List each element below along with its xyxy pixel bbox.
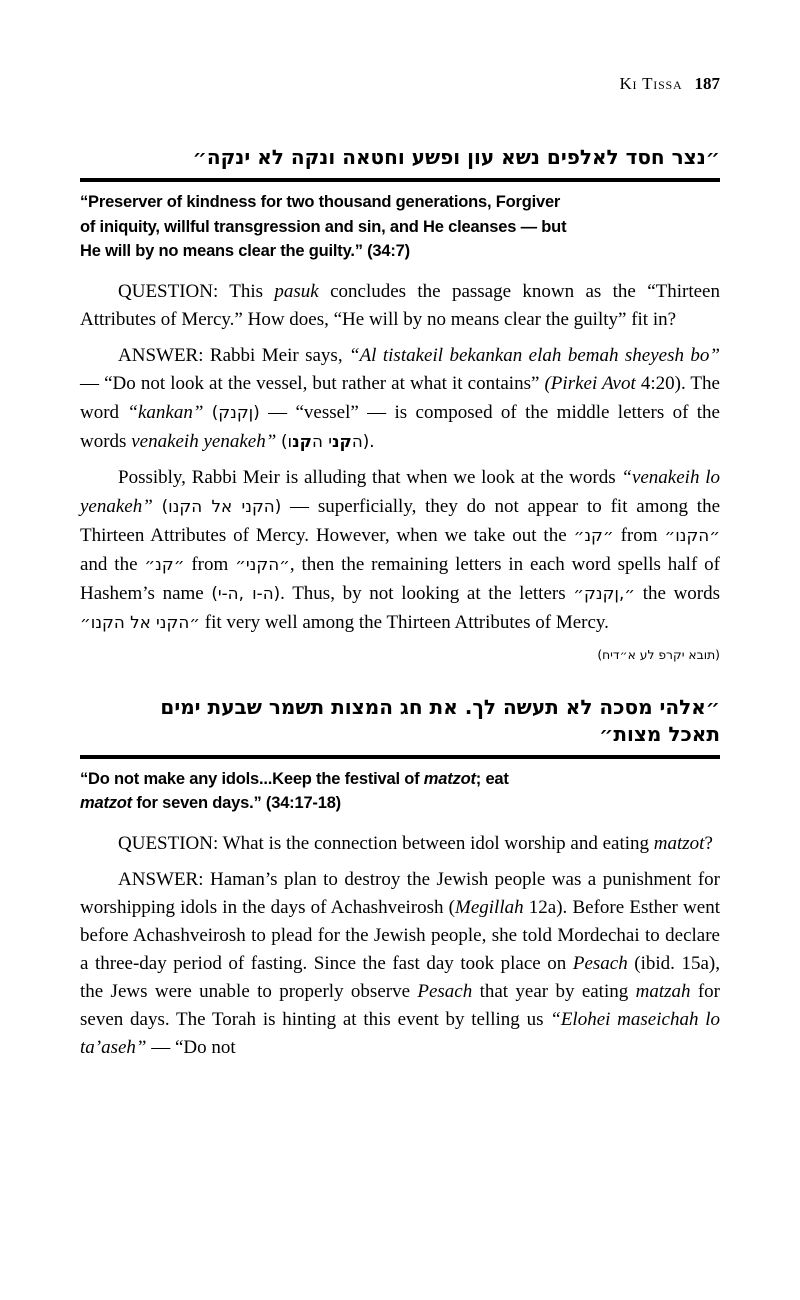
english-heading-line: “Do not make any idols...Keep the festival of matzot; eat	[80, 769, 509, 788]
hebrew-verse-heading-2	[80, 694, 720, 748]
hebrew-heading-line: ״אלהי מסכה לא תעשה לך. את חג המצות תשמר שבעת ימים	[160, 694, 720, 719]
source-attribution: (חיד״א על פרקי אבות)	[597, 647, 720, 662]
answer-paragraph-1: ANSWER: Rabbi Meir says, “Al tistakeil bekankan elah bemah sheyesh bo” — “Do not look at the vessel, but rather at what it contains” (Pirkei Avot 4:20). The word “kankan” (קנקן) — “vessel” — is composed of the middle letters of the words venakeih yenakeh” (ונקה ינקה).	[80, 344, 720, 452]
english-verse-heading-2	[80, 767, 720, 816]
question-paragraph-1: QUESTION: This pasuk concludes the passage known as the “Thirteen Attributes of Mercy.” How does, “He will by no means clear the guilty” fit in?	[80, 280, 720, 330]
discussion-paragraph-1: Possibly, Rabbi Meir is alluding that when we look at the words “venakeih lo yenakeh” (ונקה לא ינקה) — superficially, they do not appear to fit among the Thirteen Attributes of Mercy. However, when we take out the ״נק״ from ״ונקה״ and the ״נק״ from ״ינקה״, then the remaining letters in each word spells half of Hashem’s name (י-ה, ו-ה). Thus, by not looking at the letters ״קנקן,״ the words ״ונקה לא ינקה״ fit very well among the Thirteen Attributes of Mercy.	[80, 466, 721, 633]
hebrew-verse-heading-1: ״נצר חסד לאלפים נשא עון ופשע וחטאה ונקה לא ינקה״	[192, 145, 720, 169]
heading-divider-2	[80, 755, 720, 759]
hebrew-heading-line: תאכל מצות״	[599, 721, 720, 746]
commentary-section-2	[80, 694, 720, 1062]
question-paragraph-2: QUESTION: What is the connection between idol worship and eating matzot?	[118, 832, 713, 854]
heading-divider-1	[80, 178, 720, 182]
answer-paragraph-2: ANSWER: Haman’s plan to destroy the Jewish people was a punishment for worshipping idols in the days of Achashveirosh (Megillah 12a). Before Esther went before Achashveirosh to plead for the Jewish people, she told Mordechai to declare a three-day period of fasting. Since the fast day took place on Pesach (ibid. 15a), the Jews were unable to properly observe Pesach that year by eating matzah for seven days. The Torah is hinting at this event by telling us “Elohei maseichah lo ta’aseh” — “Do not	[80, 868, 721, 1058]
running-header	[80, 74, 720, 94]
english-heading-line: He will by no means clear the guilty.” (34:7)	[80, 242, 410, 260]
english-verse-heading-1	[80, 190, 720, 264]
page-number: 187	[694, 74, 720, 93]
section-title: Ki Tissa	[619, 74, 683, 93]
commentary-section-1	[80, 144, 720, 666]
english-heading-line: “Preserver of kindness for two thousand generations, Forgiver	[80, 193, 561, 211]
english-heading-line: of iniquity, willful transgression and sin, and He cleanses — but	[80, 217, 567, 236]
english-heading-line: matzot for seven days.” (34:17-18)	[80, 794, 341, 812]
